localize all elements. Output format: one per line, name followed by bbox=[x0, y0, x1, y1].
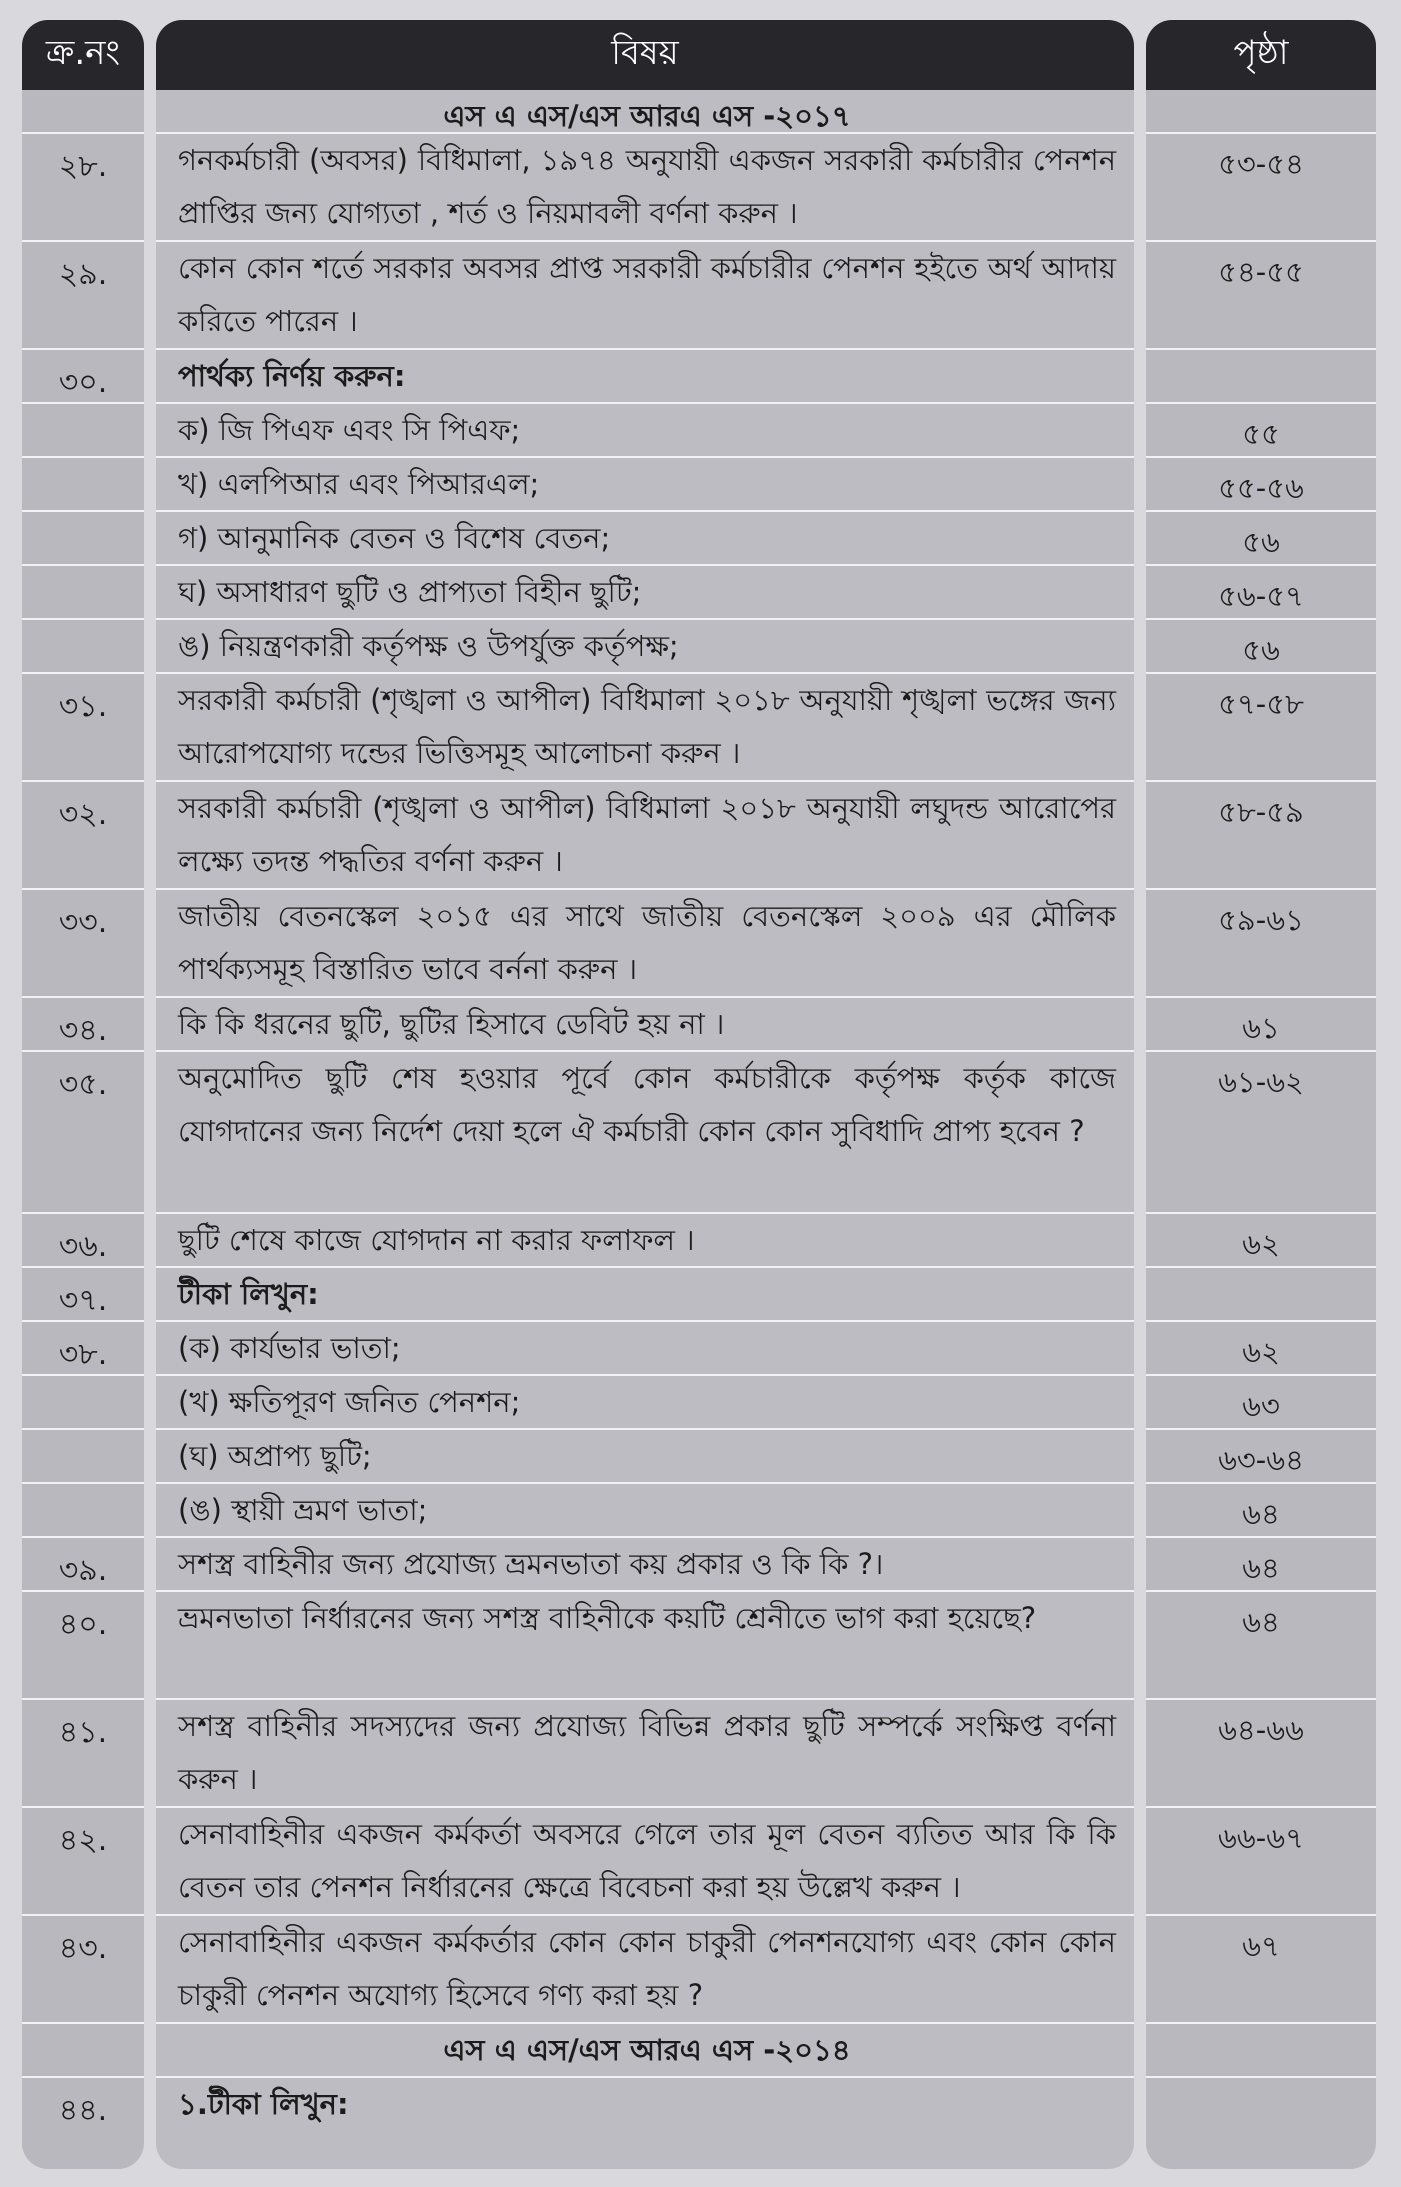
table-row bbox=[22, 1266, 144, 1320]
table-row bbox=[22, 1428, 144, 1482]
table-row bbox=[1146, 672, 1376, 780]
table-row bbox=[156, 1698, 1134, 1806]
table-row bbox=[1146, 456, 1376, 510]
subject-cell: কি কি ধরনের ছুটি, ছুটির হিসাবে ডেবিট হয় না । bbox=[178, 1007, 725, 1041]
table-row bbox=[156, 240, 1134, 348]
table-row bbox=[1146, 1212, 1376, 1266]
table-row bbox=[22, 564, 144, 618]
table-row bbox=[22, 1212, 144, 1266]
serial-cell bbox=[22, 566, 144, 618]
subject-cell: সেনাবাহিনীর একজন কর্মকর্তার কোন কোন চাকুরী পেনশনযোগ্য এবং কোন কোন চাকুরী পেনশন অযোগ্য হিসেবে গণ্য করা হয় ? bbox=[178, 1925, 1116, 2012]
subject-cell: ভ্রমনভাতা নির্ধারনের জন্য সশস্ত্র বাহিনীকে কয়টি শ্রেনীতে ভাগ করা হয়েছে? bbox=[178, 1601, 1037, 1635]
serial-cell bbox=[22, 404, 144, 456]
table-row bbox=[1146, 2022, 1376, 2076]
page-column bbox=[1146, 20, 1376, 2169]
page-cell bbox=[1146, 350, 1376, 402]
subject-cell: এস এ এস/এস আরএ এস -২০১৪ bbox=[443, 2033, 851, 2067]
table-row bbox=[1146, 1806, 1376, 1914]
subject-cell: সশস্ত্র বাহিনীর সদস্যদের জন্য প্রযোজ্য বিভিন্ন প্রকার ছুটি সম্পর্কে সংক্ষিপ্ত বর্ণনা করুন । bbox=[178, 1709, 1116, 1796]
serial-cell bbox=[22, 2024, 144, 2076]
table-row bbox=[22, 618, 144, 672]
table-row bbox=[156, 1050, 1134, 1212]
page-cell: ৬৭ bbox=[1242, 1929, 1280, 1963]
table-row bbox=[22, 2022, 144, 2076]
page-cell bbox=[1146, 90, 1376, 132]
serial-cell: ৩৪. bbox=[58, 1013, 108, 1048]
serial-cell: ৪০. bbox=[58, 1607, 108, 1642]
table-row bbox=[1146, 402, 1376, 456]
subject-cell: জাতীয় বেতনস্কেল ২০১৫ এর সাথে জাতীয় বেতনস্কেল ২০০৯ এর মৌলিক পার্থক্যসমূহ বিস্তারিত ভাবে বর্ননা করুন । bbox=[178, 899, 1116, 986]
serial-cell: ৩২. bbox=[58, 797, 108, 832]
table-row bbox=[1146, 1374, 1376, 1428]
table-row bbox=[1146, 132, 1376, 240]
table-row bbox=[22, 402, 144, 456]
table-row bbox=[1146, 1428, 1376, 1482]
table-row bbox=[156, 2076, 1134, 2130]
subject-cell: গ) আনুমানিক বেতন ও বিশেষ বেতন; bbox=[178, 521, 611, 555]
table-row bbox=[156, 90, 1134, 132]
page-cell bbox=[1146, 2078, 1376, 2130]
serial-cell: ৩৩. bbox=[58, 905, 108, 940]
page-cell: ৫৫ bbox=[1242, 417, 1280, 451]
table-row bbox=[156, 1590, 1134, 1698]
table-row bbox=[156, 1320, 1134, 1374]
table-row bbox=[156, 1536, 1134, 1590]
table-row bbox=[1146, 1266, 1376, 1320]
serial-cell bbox=[22, 1484, 144, 1536]
page-cell: ৬১-৬২ bbox=[1218, 1065, 1304, 1099]
table-row bbox=[156, 618, 1134, 672]
page-cell: ৫৬ bbox=[1242, 525, 1280, 559]
page-cell: ৫৬ bbox=[1242, 633, 1280, 667]
table-row bbox=[1146, 348, 1376, 402]
table-row bbox=[22, 2076, 144, 2130]
page-cell: ৬২ bbox=[1242, 1227, 1280, 1261]
page-cell: ৫৫-৫৬ bbox=[1218, 471, 1304, 505]
table-row bbox=[22, 780, 144, 888]
subject-cell: গনকর্মচারী (অবসর) বিধিমালা, ১৯৭৪ অনুযায়ী একজন সরকারী কর্মচারীর পেনশন প্রাপ্তির জন্য যোগ্যতা , শর্ত ও নিয়মাবলী বর্ণনা করুন । bbox=[178, 143, 1116, 230]
page-cell: ৫৯-৬১ bbox=[1218, 903, 1304, 937]
page-cell: ৬৩-৬৪ bbox=[1218, 1443, 1304, 1477]
table-row bbox=[156, 1914, 1134, 2022]
page-cell: ৬৪ bbox=[1242, 1551, 1280, 1585]
serial-cell: ২৯. bbox=[58, 257, 108, 292]
page-cell: ৬৪ bbox=[1242, 1605, 1280, 1639]
table-row bbox=[1146, 888, 1376, 996]
serial-cell: ৪৪. bbox=[58, 2093, 108, 2128]
page-header: পৃষ্ঠা bbox=[1146, 20, 1376, 90]
table-row bbox=[156, 1428, 1134, 1482]
table-row bbox=[1146, 996, 1376, 1050]
table-row bbox=[22, 1320, 144, 1374]
serial-cell: ৩৯. bbox=[58, 1553, 108, 1588]
subject-cell: (ক) কার্যভার ভাতা; bbox=[178, 1331, 401, 1365]
table-row bbox=[156, 1374, 1134, 1428]
subject-header: বিষয় bbox=[156, 20, 1134, 90]
table-row bbox=[156, 1266, 1134, 1320]
subject-cell: সরকারী কর্মচারী (শৃঙ্খলা ও আপীল) বিধিমালা ২০১৮ অনুযায়ী লঘুদন্ড আরোপের লক্ষ্যে তদন্ত পদ্ধতির বর্ণনা করুন । bbox=[178, 791, 1116, 878]
table-row bbox=[1146, 510, 1376, 564]
table-row bbox=[22, 888, 144, 996]
table-row bbox=[22, 1050, 144, 1212]
serial-column bbox=[22, 20, 144, 2169]
subject-cell: (খ) ক্ষতিপূরণ জনিত পেনশন; bbox=[178, 1385, 521, 1419]
subject-cell: ১.টীকা লিখুন: bbox=[178, 2087, 349, 2121]
subject-cell: (ঘ) অপ্রাপ্য ছুটি; bbox=[178, 1439, 372, 1473]
table-row bbox=[156, 132, 1134, 240]
page-cell: ৫৭-৫৮ bbox=[1218, 687, 1304, 721]
table-row bbox=[156, 564, 1134, 618]
table-row bbox=[22, 1482, 144, 1536]
subject-cell: টীকা লিখুন: bbox=[178, 1277, 319, 1311]
table-row bbox=[1146, 240, 1376, 348]
subject-cell: এস এ এস/এস আরএ এস -২০১৭ bbox=[443, 99, 851, 133]
subject-cell: সশস্ত্র বাহিনীর জন্য প্রযোজ্য ভ্রমনভাতা কয় প্রকার ও কি কি ?। bbox=[178, 1547, 884, 1581]
page-cell bbox=[1146, 1268, 1376, 1320]
page-cell: ৫৮-৫৯ bbox=[1218, 795, 1304, 829]
table-row bbox=[22, 1536, 144, 1590]
table-row bbox=[1146, 1536, 1376, 1590]
serial-cell: ৩১. bbox=[58, 689, 108, 724]
serial-cell: ৪৩. bbox=[58, 1931, 108, 1966]
serial-header: ক্র.নং bbox=[22, 20, 144, 90]
page-cell: ৬১ bbox=[1242, 1011, 1280, 1045]
subject-cell: ছুটি শেষে কাজে যোগদান না করার ফলাফল । bbox=[178, 1223, 695, 1257]
table-row bbox=[22, 672, 144, 780]
serial-rows bbox=[22, 90, 144, 2130]
serial-cell: ৩৭. bbox=[58, 1283, 108, 1318]
table-row bbox=[156, 780, 1134, 888]
table-row bbox=[1146, 618, 1376, 672]
table-row bbox=[1146, 1590, 1376, 1698]
subject-cell: পার্থক্য নির্ণয় করুন: bbox=[178, 359, 406, 393]
table-row bbox=[1146, 564, 1376, 618]
table-row bbox=[156, 1806, 1134, 1914]
table-row bbox=[156, 2022, 1134, 2076]
serial-cell bbox=[22, 1376, 144, 1428]
table-row bbox=[156, 402, 1134, 456]
table-row bbox=[1146, 2076, 1376, 2130]
table-row bbox=[1146, 1482, 1376, 1536]
serial-cell: ৪১. bbox=[58, 1715, 108, 1750]
table-row bbox=[22, 348, 144, 402]
page-cell: ৫৩-৫৪ bbox=[1218, 147, 1304, 181]
subject-cell: সরকারী কর্মচারী (শৃঙ্খলা ও আপীল) বিধিমালা ২০১৮ অনুযায়ী শৃঙ্খলা ভঙ্গের জন্য আরোপযোগ্য দন্ডের ভিত্তিসমূহ আলোচনা করুন । bbox=[178, 683, 1116, 770]
serial-cell: ৩০. bbox=[58, 365, 108, 400]
table-row bbox=[1146, 1914, 1376, 2022]
serial-cell bbox=[22, 1430, 144, 1482]
serial-cell bbox=[22, 458, 144, 510]
serial-cell: ৪২. bbox=[58, 1823, 108, 1858]
serial-cell bbox=[22, 620, 144, 672]
page-cell: ৬৪ bbox=[1242, 1497, 1280, 1531]
table-row bbox=[22, 1698, 144, 1806]
subject-cell: (ঙ) স্থায়ী ভ্রমণ ভাতা; bbox=[178, 1493, 428, 1527]
table-row bbox=[22, 510, 144, 564]
table-row bbox=[22, 132, 144, 240]
table-row bbox=[156, 996, 1134, 1050]
page-cell: ৬৬-৬৭ bbox=[1218, 1821, 1304, 1855]
table-row bbox=[22, 1374, 144, 1428]
serial-cell: ৩৫. bbox=[58, 1067, 108, 1102]
subject-cell: ঘ) অসাধারণ ছুটি ও প্রাপ্যতা বিহীন ছুটি; bbox=[178, 575, 642, 609]
table-row bbox=[1146, 1320, 1376, 1374]
serial-cell bbox=[22, 512, 144, 564]
table-row bbox=[156, 888, 1134, 996]
table-row bbox=[22, 1806, 144, 1914]
table-row bbox=[22, 1590, 144, 1698]
serial-cell bbox=[22, 90, 144, 132]
table-row bbox=[1146, 90, 1376, 132]
page-cell bbox=[1146, 2024, 1376, 2076]
table-row bbox=[156, 510, 1134, 564]
page-cell: ৬৪-৬৬ bbox=[1218, 1713, 1304, 1747]
subject-column bbox=[156, 20, 1134, 2169]
table-row bbox=[22, 456, 144, 510]
table-row bbox=[22, 996, 144, 1050]
table-row bbox=[1146, 1050, 1376, 1212]
table-row bbox=[156, 456, 1134, 510]
subject-cell: অনুমোদিত ছুটি শেষ হওয়ার পূর্বে কোন কর্মচারীকে কর্তৃপক্ষ কর্তৃক কাজে যোগদানের জন্য নির্দেশ দেয়া হলে ঐ কর্মচারী কোন কোন সুবিধাদি প্রাপ্য হবেন ? bbox=[178, 1061, 1116, 1148]
page-cell: ৬৩ bbox=[1242, 1389, 1280, 1423]
subject-cell: সেনাবাহিনীর একজন কর্মকর্তা অবসরে গেলে তার মূল বেতন ব্যতিত আর কি কি বেতন তার পেনশন নির্ধারনের ক্ষেত্রে বিবেচনা করা হয় উল্লেখ করুন । bbox=[178, 1817, 1117, 1904]
table-row bbox=[156, 672, 1134, 780]
subject-cell: ক) জি পিএফ এবং সি পিএফ; bbox=[178, 413, 521, 447]
subject-cell: ঙ) নিয়ন্ত্রণকারী কর্তৃপক্ষ ও উপর্যুক্ত কর্তৃপক্ষ; bbox=[178, 629, 679, 663]
serial-cell: ৩৮. bbox=[58, 1337, 108, 1372]
table-row bbox=[22, 90, 144, 132]
serial-cell: ২৮. bbox=[58, 149, 108, 184]
table-row bbox=[1146, 780, 1376, 888]
table-row bbox=[22, 1914, 144, 2022]
subject-cell: কোন কোন শর্তে সরকার অবসর প্রাপ্ত সরকারী কর্মচারীর পেনশন হইতে অর্থ আদায় করিতে পারেন । bbox=[178, 251, 1116, 338]
subject-rows bbox=[156, 90, 1134, 2130]
page-cell: ৬২ bbox=[1242, 1335, 1280, 1369]
page-cell: ৫৬-৫৭ bbox=[1218, 579, 1304, 613]
table-row bbox=[22, 240, 144, 348]
table-row bbox=[156, 348, 1134, 402]
subject-cell: খ) এলপিআর এবং পিআরএল; bbox=[178, 467, 540, 501]
table-row bbox=[156, 1212, 1134, 1266]
page-rows bbox=[1146, 90, 1376, 2130]
table-row bbox=[156, 1482, 1134, 1536]
serial-cell: ৩৬. bbox=[58, 1229, 108, 1264]
page-cell: ৫৪-৫৫ bbox=[1218, 255, 1304, 289]
table-row bbox=[1146, 1698, 1376, 1806]
